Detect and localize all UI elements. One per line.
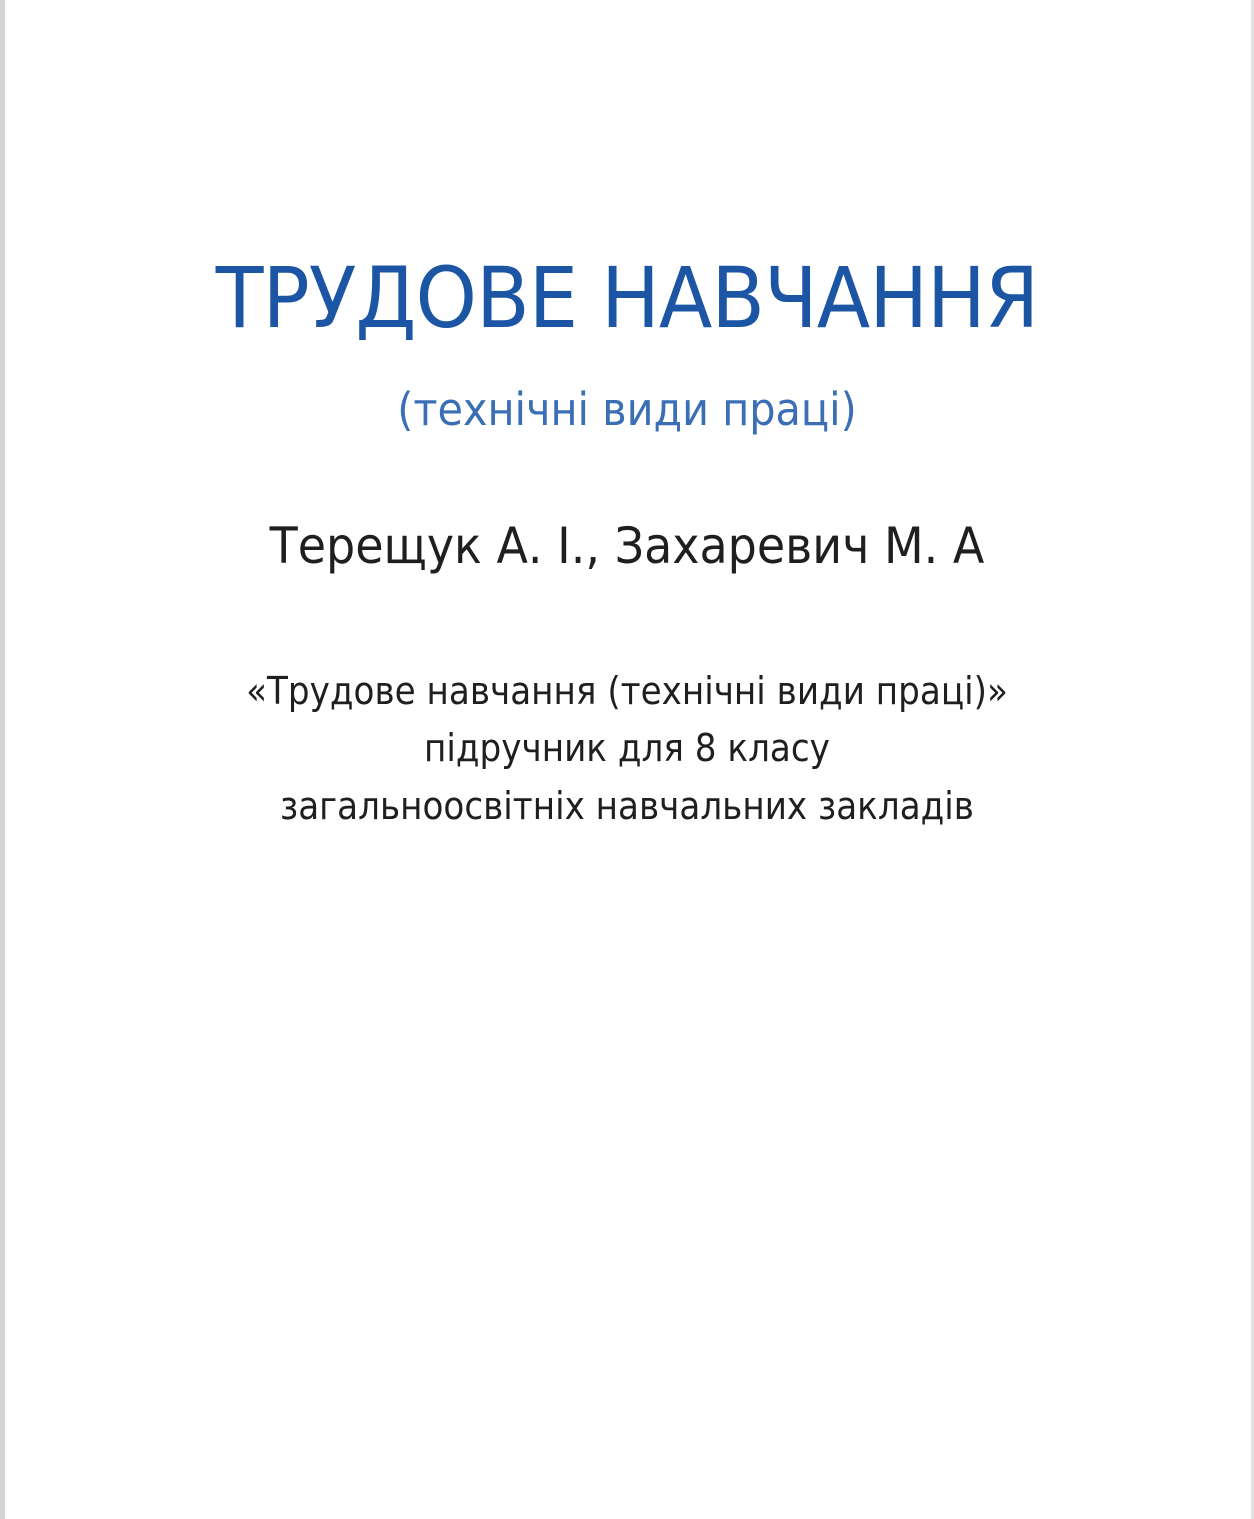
description-line: підручник для 8 класу — [424, 726, 830, 770]
description-line: «Трудове навчання (технічні види праці)» — [246, 669, 1008, 713]
document-subtitle: (технічні види праці) — [397, 383, 857, 436]
document-authors: Терещук А. І., Захаревич М. А — [269, 517, 985, 575]
description-line: загальноосвітніх навчальних закладів — [280, 784, 974, 828]
page-left-edge — [0, 0, 5, 1519]
document-title: ТРУДОВЕ НАВЧАННЯ — [215, 249, 1039, 347]
